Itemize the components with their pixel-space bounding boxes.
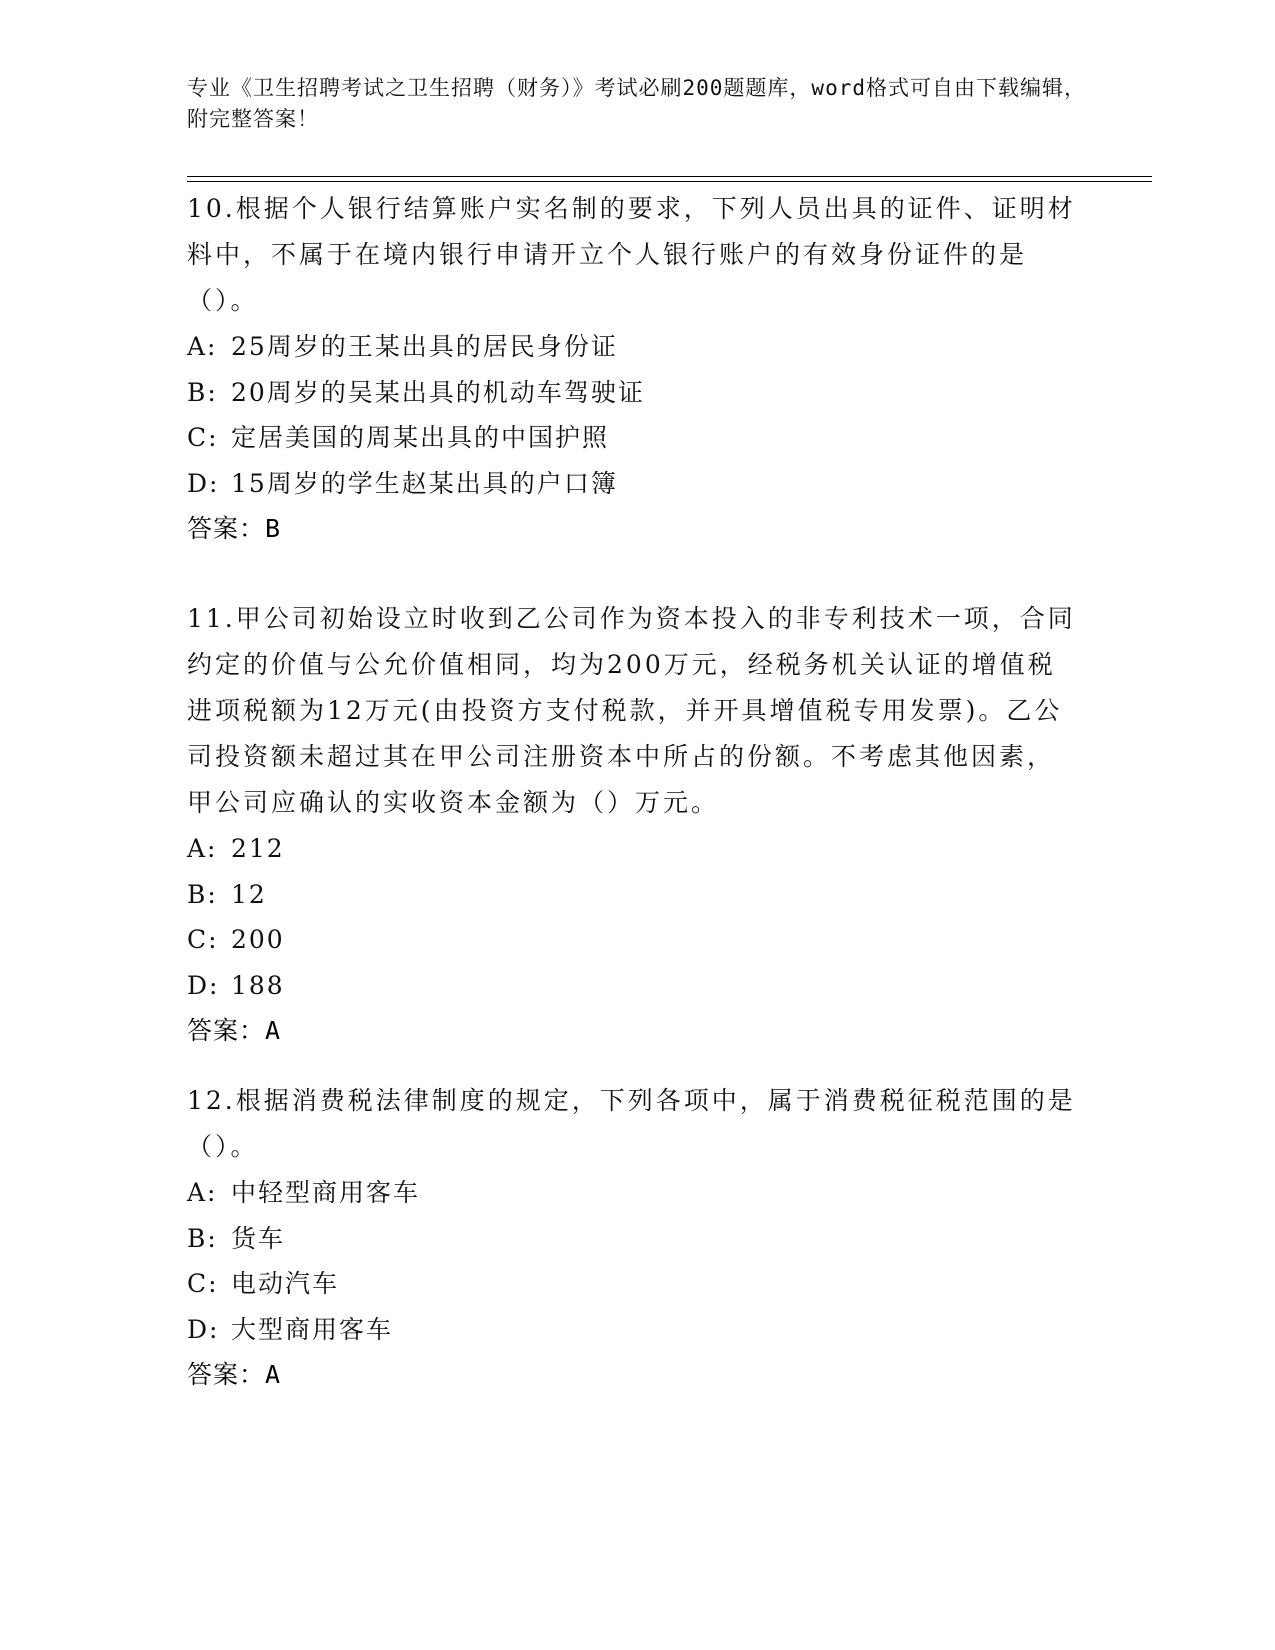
option-b	[187, 1216, 1077, 1262]
option-key: D:	[187, 970, 220, 1000]
option-key: C:	[187, 1269, 219, 1298]
option-c	[187, 917, 1077, 963]
option-key: A:	[187, 1178, 218, 1207]
option-d	[187, 461, 1077, 507]
option-text: 12	[231, 879, 267, 909]
option-text: 188	[231, 970, 285, 1000]
option-key: B:	[187, 879, 218, 909]
document-header: 专业《卫生招聘考试之卫生招聘（财务）》考试必刷200题题库，word格式可自由下载编辑，附完整答案！	[187, 76, 1086, 131]
answer-value: B	[265, 514, 282, 543]
header-divider-top	[187, 176, 1152, 177]
option-text: 定居美国的周某出具的中国护照	[231, 423, 610, 452]
option-text: 15周岁的学生赵某出具的户口簿	[231, 468, 618, 498]
question-text: 11.甲公司初始设立时收到乙公司作为资本投入的非专利技术一项，合同约定的价值与公允价值相同，均为200万元，经税务机关认证的增值税进项税额为12万元(由投资方支付税款，并开具增值税专用发票)。乙公司投资额未超过其在甲公司注册资本中所占的份额。不考虑其他因素，甲公司应确认的实收资本金额为（）万元。	[187, 604, 1076, 817]
option-key: B:	[187, 377, 218, 407]
option-a	[187, 1170, 1077, 1216]
answer-line	[187, 1352, 1077, 1397]
option-text: 200	[231, 925, 285, 954]
answer-label: 答案：	[187, 514, 266, 543]
question-10	[187, 186, 1077, 551]
option-text: 货车	[231, 1223, 286, 1253]
option-c	[187, 415, 1077, 461]
option-b	[187, 872, 1077, 918]
option-c	[187, 1261, 1077, 1307]
option-text: 20周岁的吴某出具的机动车驾驶证	[231, 377, 645, 407]
option-text: 中轻型商用客车	[231, 1178, 421, 1207]
option-text: 电动汽车	[231, 1269, 340, 1298]
answer-label: 答案：	[187, 1016, 266, 1045]
option-text: 大型商用客车	[231, 1314, 394, 1344]
option-key: C:	[187, 925, 219, 954]
option-d	[187, 963, 1077, 1009]
answer-label: 答案：	[187, 1360, 266, 1389]
answer-value: A	[265, 1016, 282, 1045]
answer-value: A	[265, 1360, 282, 1389]
option-key: D:	[187, 1314, 220, 1344]
option-a	[187, 324, 1077, 370]
option-a	[187, 826, 1077, 872]
option-d	[187, 1307, 1077, 1353]
answer-line	[187, 506, 1077, 551]
option-key: A:	[187, 834, 218, 863]
option-text: 212	[231, 834, 285, 863]
answer-line	[187, 1008, 1077, 1053]
option-key: B:	[187, 1223, 218, 1253]
option-key: A:	[187, 332, 218, 361]
option-b	[187, 370, 1077, 416]
question-12	[187, 1078, 1077, 1397]
question-text: 12.根据消费税法律制度的规定，下列各项中，属于消费税征税范围的是（）。	[187, 1086, 1076, 1161]
option-key: D:	[187, 468, 220, 498]
header-divider-bottom	[187, 181, 1152, 182]
question-11	[187, 596, 1077, 1053]
question-text: 10.根据个人银行结算账户实名制的要求，下列人员出具的证件、证明材料中，不属于在境内银行申请开立个人银行账户的有效身份证件的是（）。	[187, 194, 1076, 315]
option-key: C:	[187, 423, 219, 452]
option-text: 25周岁的王某出具的居民身份证	[231, 332, 618, 361]
